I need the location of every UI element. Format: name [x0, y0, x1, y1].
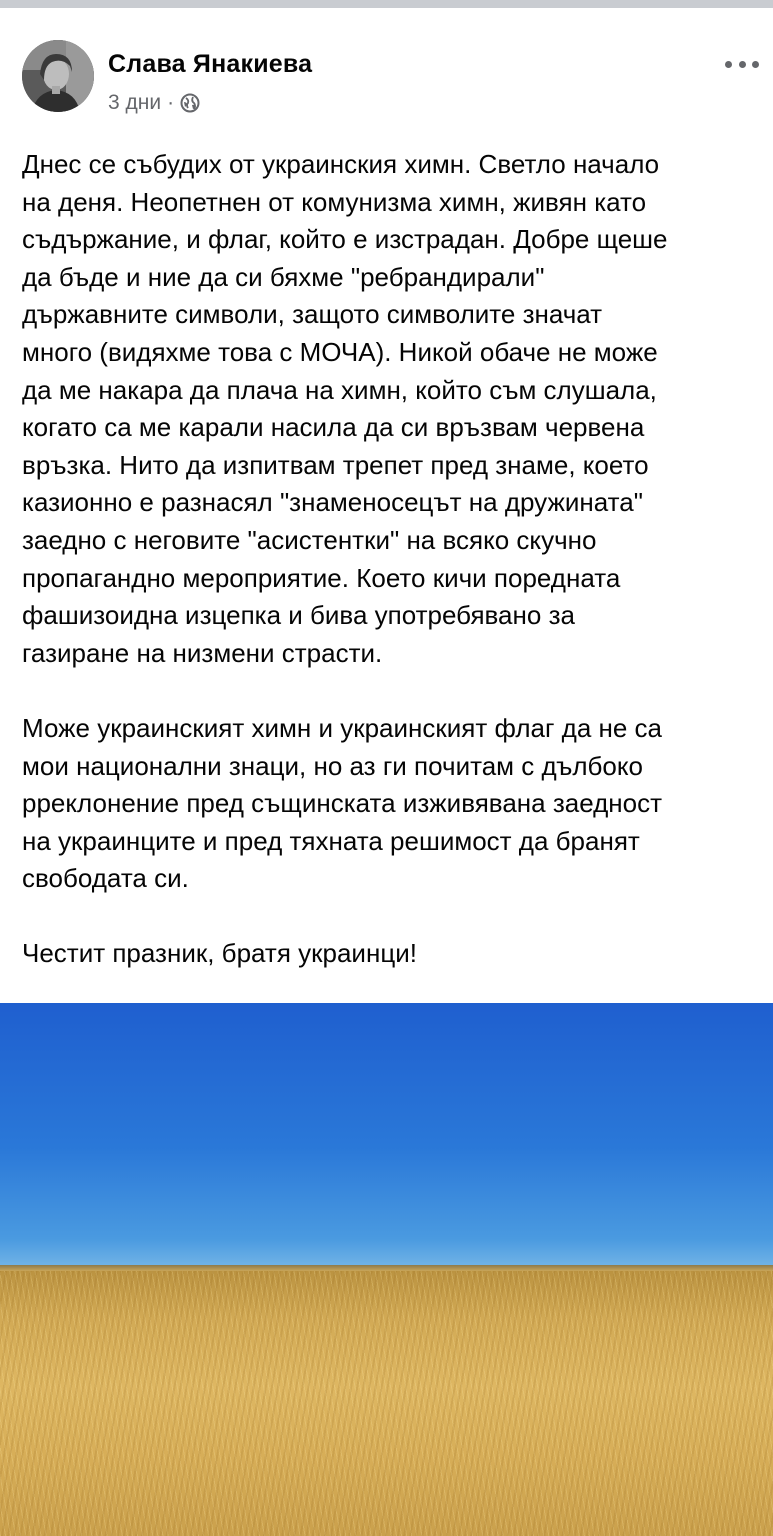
post-time[interactable]: 3 дни: [108, 91, 162, 114]
globe-icon: [180, 93, 200, 113]
feed-divider: [0, 0, 773, 8]
horizon-line: [0, 1265, 773, 1271]
sky-area: [0, 1003, 773, 1265]
post-meta: [108, 90, 200, 116]
post-photo[interactable]: [0, 1003, 773, 1536]
meta-separator: ·: [167, 91, 175, 114]
more-horizontal-icon[interactable]: [725, 54, 759, 74]
post-header: [0, 8, 773, 128]
more-dot: [725, 61, 732, 68]
post-paragraph: Може украинският химн и украинският флаг да не са мои национални знаци, но аз ги почитам с дълбоко pреклонение пред същинската изживявана заедност на украинците и пред тяхната решимост да бранят свободата си.: [22, 712, 663, 894]
author-name[interactable]: Слава Янакиева: [108, 50, 313, 78]
avatar[interactable]: [22, 40, 94, 112]
post-paragraph: Днес се събудих от украинския химн. Светло начало на деня. Неопетнен от комунизма химн, живян като съдържание, и флаг, който е изстрадан. Добре щеше да бъде и ние да си бяхме "ребрандирали" държавните символи, защото символите значат много (видяхме това с МОЧА). Никой обаче не може да ме накара да плача на химн, който съм слушала, когато са ме карали насила да си връзвам червена връзка. Нито да изпитвам трепет пред знаме, което казионно е разнасял "знаменосецът на дружината" заедно с неговите "асистентки" на всяко скучно пропагандно мероприятие. Което кичи поредната фашизоидна изцепка и бива употребявано за газиране на низмени страсти.: [22, 149, 668, 668]
more-dot: [739, 61, 746, 68]
wheat-field-area: [0, 1265, 773, 1536]
more-dot: [752, 61, 759, 68]
post-text: [22, 146, 762, 973]
post-paragraph: Честит празник, братя украинци!: [22, 938, 417, 969]
